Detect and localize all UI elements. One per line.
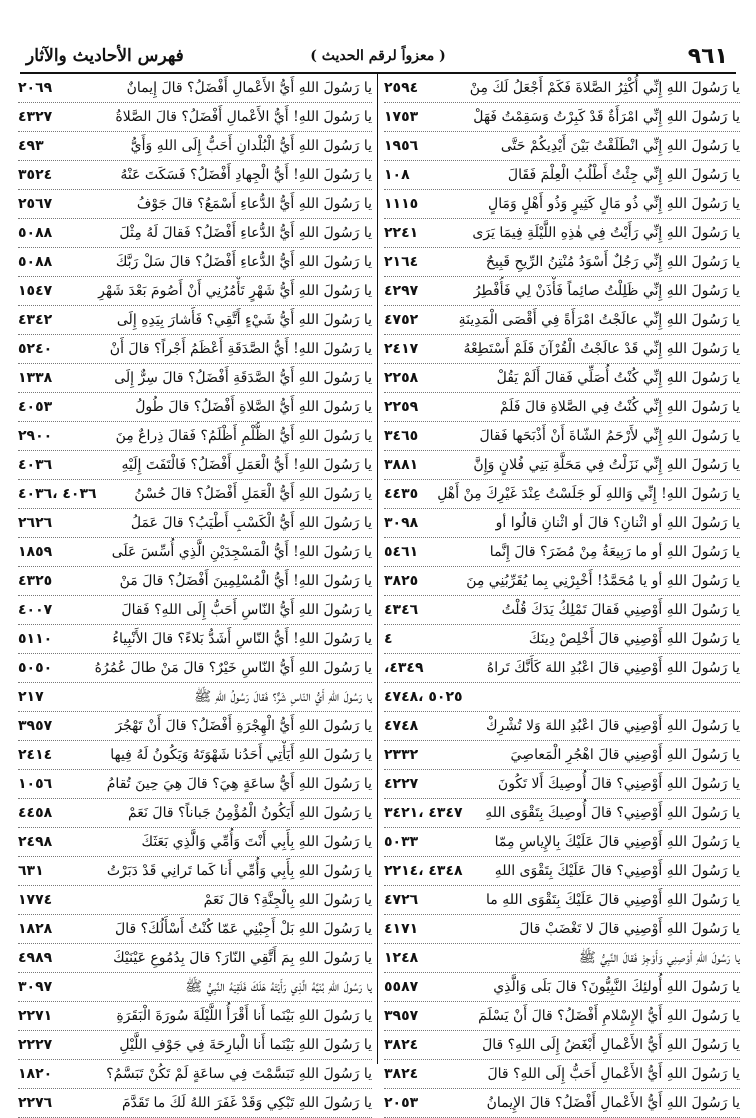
hadith-number: ١٩٥٦ [384, 138, 419, 154]
hadith-number: ٢٤٩٨ [18, 834, 53, 850]
entry-text: يا رَسُولَ اللهِ! أَيُّ النّاسِ أَشَدُّ بَلاءً؟ قالَ الأَنْبِياءُ [112, 631, 372, 647]
entry-text: يا رَسُولَ اللهِ أو يا مُحَمَّدُ! أَخْبِرْنِي بِما يُقَرِّبُنِي مِنَ [466, 573, 740, 589]
page-header [20, 38, 736, 74]
entry-text: يا رَسُولَ اللهِ أَيُّ الْبُلْدانِ أَحَبُّ إِلَى اللهِ وَأَيُّ [130, 138, 372, 154]
entry-text: يا رَسُولَ اللهِ بَلْ أَجِبْنِي عَمّا كُنْتُ أَسْأَلُكَ؟ قالَ [115, 921, 372, 937]
entry-text: يا رَسُولَ اللهِ أَوْصِنِي قالَ اعْبُدِ اللهَ كَأَنَّكَ تَراهُ [486, 660, 740, 676]
hadith-number: ٢٢٢٧ [18, 1037, 53, 1053]
hadith-number: ٤٠٠٧ [18, 602, 53, 618]
entry-text: يا رَسُولَ اللهِ أَيُّ الأَعْمالِ أَفْضَلُ؟ قالَ إِيمانٌ [126, 80, 372, 96]
index-entry [18, 741, 372, 770]
index-entry [18, 799, 372, 828]
hadith-number: ١٠٥٦ [18, 776, 53, 792]
hadith-number: ٥٠٨٨ [18, 254, 53, 270]
entry-text: يا رَسُولَ اللهِ إِنِّي لأَرْحَمُ الشّاةَ أَنْ أَذْبَحَها فَقالَ [479, 428, 740, 444]
hadith-number: ٢٢٥٩ [384, 399, 419, 415]
entry-text: يا رَسُولَ اللهِ أَيُّ الْكَسْبِ أَطْيَبُ؟ قالَ عَمَلُ [130, 515, 372, 531]
entry-text: يا رَسُولَ اللهِ أَيُّ الصَّدَقَةِ أَفْضَلُ؟ قالَ سِرٌّ إِلَى [114, 370, 372, 386]
index-entry [18, 915, 372, 944]
entry-text: يا رَسُولَ اللهِ بِأَبِي أَنْتَ وَأُمِّي وَالَّذِي بَعَثَكَ [141, 834, 372, 850]
hadith-number: ١٨٢٠ [18, 1066, 53, 1082]
entry-text: يا رَسُولَ اللهِ أَيُّ الدُّعاءِ أَفْضَلُ؟ فَقالَ لَهُ مِثْلَ [119, 225, 372, 241]
entry-text: يا رَسُولَ اللهِ أَوْصِنِي قالَ عَلَيْكَ بِتَقْوَى اللهِ ما [486, 892, 740, 908]
hadith-number: ٤٣٢٥ [18, 573, 53, 589]
entry-text: يا رَسُولَ اللهِ بَيْنَما أَنا الْبارِحَةَ فِي جَوْفِ اللَّيْلِ [119, 1037, 372, 1053]
index-entry [18, 161, 372, 190]
index-entry [18, 277, 372, 306]
hadith-number: ٣٨٢٤ [384, 1037, 419, 1053]
hadith-number: ٢٤١٤ [18, 747, 53, 763]
entry-text: يا رَسُولَ اللهِ إِنِّي جِئْتُ أَطْلُبُ الْعِلْمَ فَقَالَ [507, 167, 740, 183]
index-entry [18, 973, 372, 1002]
entry-text: يا رَسُولَ اللهِ إِنِّي كُنْتُ فِي الصَّلاةِ قالَ فَلَمْ [499, 399, 740, 415]
index-entry [18, 1031, 372, 1060]
hadith-number: ٤٧٥٢ [384, 312, 419, 328]
hadith-number: ٦٣١ [18, 863, 44, 879]
entry-text: يا رَسُولَ اللهِ أَوْصِنِي وَأَوْجِزْ فَقالَ النَّبِيُّ ﷺ [578, 950, 740, 966]
entry-text: يا رَسُولَ اللهِ أَيُّ شَهْرٍ تَأْمُرُنِي أَنْ أَصُومَ بَعْدَ شَهْرِ [98, 283, 372, 299]
entry-text: يا رَسُولَ اللهِ أو ما رَبِيعَةُ مِنْ مُضَرَ؟ قالَ إِنَّما [489, 544, 740, 560]
hadith-number: ٢١٧ [18, 689, 44, 705]
index-entry [18, 422, 372, 451]
hadith-number: ٤٣٤٦ [384, 602, 419, 618]
index-entry [18, 306, 372, 335]
hadith-number: ٣٠٩٨ [384, 515, 419, 531]
index-entry [18, 74, 372, 103]
index-entry [18, 828, 372, 857]
hadith-number: ٥١١٠ [18, 631, 53, 647]
index-entry [384, 103, 740, 132]
hadith-number: ٤٤٣٥ [384, 486, 419, 502]
entry-text: يا رَسُولَ اللهِ أَيُّ الصَّلاةِ أَفْضَلُ؟ قالَ طُولُ [135, 399, 372, 415]
entry-text: يا رَسُولَ اللهِ أَيُّ الإِسْلامِ أَفْضَلُ؟ قالَ أَنْ يَسْلَمَ [478, 1008, 740, 1024]
hadith-number: ١٣٣٨ [18, 370, 53, 386]
hadith-number: ١٨٥٩ [18, 544, 53, 560]
entry-text: يا رَسُولَ اللهِ أَوْصِنِي قالَ عَلَيْكَ بِالإِياسِ مِمّا [494, 834, 740, 850]
index-entry [384, 683, 740, 712]
index-entry [384, 306, 740, 335]
hadith-number: ٢٢٥٨ [384, 370, 419, 386]
entry-text: يا رَسُولَ اللهِ أَيَأْتِي أَحَدُنا شَهْوَتَهُ وَيَكُونُ لَهُ فِيها [110, 747, 372, 763]
entry-text: يا رَسُولَ اللهِ إِنِّي أُكْثِرُ الصَّلاةَ فَكَمْ أَجْعَلُ لَكَ مِنْ [469, 80, 740, 96]
hadith-number: ١٧٧٤ [18, 892, 53, 908]
hadith-number: ٢٦٢٦ [18, 515, 53, 531]
hadith-number: ٥٠٥٠ [18, 660, 53, 676]
hadith-number: ٤ [384, 631, 393, 647]
index-entry [18, 364, 372, 393]
hadith-number: ٣٨٢٥ [384, 573, 419, 589]
hadith-number: ٣٤٦٥ [384, 428, 419, 444]
index-entry [18, 654, 372, 683]
index-entry [18, 451, 372, 480]
entry-text: يا رَسُولَ اللهِ أَيُّ الأَعْمالِ أَبْغَضُ إِلَى اللهِ؟ قالَ [482, 1037, 740, 1053]
entry-text: يا رَسُولَ اللهِ إِنِّي ذُو مَالٍ كَثِيرٍ وَذُو أَهْلٍ وَمَالٍ [488, 196, 740, 212]
hadith-number: ٤٣٤٢ [18, 312, 53, 328]
entry-text: يا رَسُولَ اللهِ أَوْصِنِي قالَ أَخْلِصْ دِينَكَ [528, 631, 740, 647]
entry-text: يا رَسُولَ اللهِ أَوْصِنِي قالَ اهْجُرِ الْمَعاصِيَ [510, 747, 740, 763]
index-entry [384, 596, 740, 625]
index-entry [384, 335, 740, 364]
entry-text: يا رَسُولَ اللهِ بُنَيَّهُ الَّذِي رَأَيْتَهُ هَلَكَ فَلَقِيَهُ النَّبِيُّ ﷺ [185, 979, 372, 995]
index-entry [384, 944, 740, 973]
entry-text: يا رَسُولَ اللهِ أُولئِكَ النَّبِيُّونَ؟ قالَ بَلَى وَالَّذِي [493, 979, 740, 995]
index-entry [384, 248, 740, 277]
hadith-number: ٤٣٤٩، [384, 660, 424, 676]
index-entry [384, 915, 740, 944]
hadith-number: ٢٠٦٩ [18, 80, 53, 96]
entry-text: يا رَسُولَ اللهِ بَيْنَما أَنا أَقْرَأُ اللَّيْلَةَ سُورَةَ الْبَقَرَةِ [116, 1008, 372, 1024]
index-entry [384, 132, 740, 161]
entry-text: يا رَسُولَ اللهِ أَيُّ شَيْءٍ أَتَّقِي؟ فَأَشارَ بِيَدِهِ إِلَى [116, 312, 372, 328]
index-entry [18, 1002, 372, 1031]
hadith-number: ٤٤٥٨ [18, 805, 53, 821]
column-divider [377, 74, 378, 1064]
hadith-number: ٥٠٣٣ [384, 834, 419, 850]
index-title: فهرس الأحاديث والآثار [26, 46, 184, 66]
index-entry [18, 219, 372, 248]
entry-text: يا رَسُولَ اللهِ أَيُّ الْعَمَلِ أَفْضَلُ؟ قالَ حُسْنُ [134, 486, 372, 502]
entry-text: يا رَسُولَ اللهِ أَيُّ ساعَةٍ هِيَ؟ قالَ هِيَ حِينَ تُقامُ [106, 776, 372, 792]
index-entry [18, 1060, 372, 1089]
index-entry [384, 393, 740, 422]
entry-text: يا رَسُولَ اللهِ! أَيُّ الْمُسْلِمِينَ أَفْضَلُ؟ قالَ مَنْ [119, 573, 372, 589]
index-entry [384, 567, 740, 596]
index-entry [384, 799, 740, 828]
index-entry [384, 770, 740, 799]
hadith-number: ١٢٤٨ [384, 950, 419, 966]
index-entry [18, 944, 372, 973]
index-entry [384, 190, 740, 219]
hadith-number: ٣٨٨١ [384, 457, 419, 473]
entry-text: يا رَسُولَ اللهِ إِنِّي قَدْ عالَجْتُ الْقُرْآنَ فَلَمْ أَسْتَطِعْهُ [463, 341, 740, 357]
hadith-number: ١٨٢٨ [18, 921, 53, 937]
entry-text: يا رَسُولَ اللهِ أَوْصِنِي؟ قالَ عَلَيْكَ بِتَقْوَى اللهِ [494, 863, 740, 879]
index-entry [384, 1002, 740, 1031]
entry-text: يا رَسُولَ اللهِ! أَيُّ الأَعْمالِ أَفْضَلُ؟ قالَ الصَّلاةُ [115, 109, 372, 125]
hadith-number: ٢٢٧٦ [18, 1095, 53, 1111]
entry-text: يا رَسُولَ اللهِ بِأَبِي وَأُمِّي أَنا كَما تَرانِي قَدْ دَبَرْتُ [106, 863, 372, 879]
hadith-number: ٢٥٩٤ [384, 80, 419, 96]
index-entry [18, 248, 372, 277]
entry-text: يا رَسُولَ اللهِ أَوْصِنِي فَقالَ تَمْلِكُ يَدَكَ قُلْتُ [501, 602, 740, 618]
index-entry [384, 1060, 740, 1089]
entry-text: يا رَسُولَ اللهِ أَيُّ الأَعْمالِ أَحَبُّ إِلَى اللهِ؟ قالَ [487, 1066, 740, 1082]
left-column [18, 74, 372, 1118]
hadith-number: ٤٠٣٦ ،٤٠٣٦ [18, 486, 97, 502]
entry-text: يا رَسُولَ اللهِ إِنِّي نَزَلْتُ فِي مَحَلَّةِ بَنِي فُلانٍ وَإِنَّ [473, 457, 740, 473]
hadith-number: ٢١٦٤ [384, 254, 419, 270]
index-entry [18, 335, 372, 364]
hadith-number: ٥٠٢٥ ،٤٧٤٨ [383, 689, 463, 705]
index-entry [18, 132, 372, 161]
hadith-number: ٤٢٩٧ [384, 283, 419, 299]
hadith-number: ٤٣٤٨ ،٢٢١٤ [384, 863, 463, 879]
entry-text: يا رَسُولَ اللهِ إِنِّي امْرَأَةٌ قَدْ كَبِرْتُ وَسَقِمْتُ فَهَلْ [473, 109, 740, 125]
entry-text: يا رَسُولَ اللهِ إِنِّي انْطَلَقْتُ بَيْنَ أَيْدِيكُمْ حَتَّى [500, 138, 740, 154]
entry-text: يا رَسُولَ اللهِ تَبْكِي وَقَدْ غَفَرَ اللهُ لَكَ ما تَقَدَّمَ [122, 1095, 372, 1111]
index-entry [18, 480, 372, 509]
index-entry [18, 857, 372, 886]
index-entry [384, 422, 740, 451]
index-entry [384, 509, 740, 538]
entry-text: يا رَسُولَ اللهِ أَيُّ النّاسِ شَرٌّ؟ فَقالَ رَسُولُ اللهِ ﷺ [194, 689, 372, 705]
hadith-number: ٤٩٨٩ [18, 950, 53, 966]
hadith-number: ٤٧٢٦ [384, 892, 419, 908]
entry-text: يا رَسُولَ اللهِ! أَيُّ الْعَمَلِ أَفْضَلُ؟ فَالْتَفَتَ إِلَيْهِ [121, 457, 372, 473]
index-entry [18, 1089, 372, 1118]
hadith-number: ٢٩٠٠ [18, 428, 53, 444]
entry-text: يا رَسُولَ اللهِ! أَيُّ الصَّدَقَةِ أَعْظَمُ أَجْراً؟ قالَ أَنْ [109, 341, 372, 357]
hadith-number: ٤٧٤٨ [384, 718, 419, 734]
hadith-number: ١٠٨ [384, 167, 410, 183]
hadith-number: ١١١٥ [384, 196, 419, 212]
index-entry [384, 219, 740, 248]
entry-text: يا رَسُولَ اللهِ أَيَكُونُ الْمُؤْمِنُ جَباناً؟ قالَ نَعَمْ [127, 805, 372, 821]
index-entry [384, 712, 740, 741]
index-entry [18, 509, 372, 538]
hadith-number: ٥٠٨٨ [18, 225, 53, 241]
index-entry [18, 625, 372, 654]
hadith-number: ٤٠٥٣ [18, 399, 53, 415]
entry-text: يا رَسُولَ اللهِ إِنِّي رَأَيْتُ فِي هٰذِهِ اللَّيْلَةِ فِيمَا يَرَى [472, 225, 740, 241]
entry-text: يا رَسُولَ اللهِ أَيُّ النّاسِ خَيْرٌ؟ قالَ مَنْ طالَ عُمُرُهُ [94, 660, 372, 676]
hadith-number: ١٥٤٧ [18, 283, 53, 299]
entry-text: يا رَسُولَ اللهِ أَيُّ النّاسِ أَحَبُّ إِلَى اللهِ؟ فَقالَ [121, 602, 372, 618]
index-entry [384, 886, 740, 915]
index-entry [384, 161, 740, 190]
hadith-number: ٢٢٧١ [18, 1008, 53, 1024]
entry-text: يا رَسُولَ اللهِ أو اثْنانِ؟ قالَ أو اثْنانِ قالُوا أو [495, 515, 740, 531]
index-entry [18, 596, 372, 625]
index-entry [384, 973, 740, 1002]
hadith-number: ٣٩٥٧ [384, 1008, 419, 1024]
header-subtitle: ( معزواً لرقم الحديث ) [310, 48, 446, 64]
index-entry [384, 480, 740, 509]
hadith-number: ٤٠٣٦ [18, 457, 53, 473]
index-entry [384, 74, 740, 103]
hadith-number: ٢٥٦٧ [18, 196, 53, 212]
index-entry [384, 857, 740, 886]
hadith-number: ٢٠٥٣ [384, 1095, 419, 1111]
hadith-number: ٢٤١٧ [384, 341, 419, 357]
hadith-number: ٤٣٢٧ [18, 109, 53, 125]
entry-text: يا رَسُولَ اللهِ بِالْجِنَّةِ؟ قالَ نَعَمْ [203, 892, 372, 908]
entry-text: يا رَسُولَ اللهِ أَوْصِنِي قالَ لا تَغْضَبْ قالَ [519, 921, 740, 937]
hadith-number: ٥٤٦١ [384, 544, 419, 560]
index-entry [18, 712, 372, 741]
hadith-number: ٥٢٤٠ [18, 341, 53, 357]
entry-text: يا رَسُولَ اللهِ أَيُّ الْهِجْرَةِ أَفْضَلُ؟ قالَ أَنْ تَهْجُرَ [115, 718, 372, 734]
entry-text: يا رَسُولَ اللهِ إِنِّي ظَلِلْتُ صائِماً فَأْذَنْ لِي فَأُفْطِرُ [473, 283, 740, 299]
hadith-number: ١٧٥٣ [384, 109, 419, 125]
entry-text: يا رَسُولَ اللهِ أَوْصِنِي؟ قالَ أُوصِيكَ بِتَقْوَى اللهِ [485, 805, 740, 821]
hadith-number: ٤٢٢٧ [384, 776, 419, 792]
index-entry [18, 886, 372, 915]
index-entry [384, 1031, 740, 1060]
hadith-number: ٤١٧١ [384, 921, 419, 937]
entry-text: يا رَسُولَ اللهِ أَيُّ الأَعْمالِ أَفْضَلُ؟ قالَ الإِيمانُ [486, 1095, 740, 1111]
entry-text: يا رَسُولَ اللهِ! أَيُّ الْجِهادِ أَفْضَلُ؟ فَسَكَتَ عَنْهُ [120, 167, 372, 183]
index-entry [384, 364, 740, 393]
hadith-number: ٤٣٤٧ ،٣٤٢١ [384, 805, 463, 821]
entry-text: يا رَسُولَ اللهِ إِنِّي رَجُلٌ أَسْوَدُ مُنْتِنُ الرِّيحِ قَبِيحٌ [485, 254, 740, 270]
index-entry [384, 654, 740, 683]
hadith-number: ٣٠٩٧ [18, 979, 53, 995]
hadith-number: ٣٨٢٤ [384, 1066, 419, 1082]
index-entry [384, 451, 740, 480]
index-entry [18, 538, 372, 567]
entry-text: يا رَسُولَ اللهِ! أَيُّ الْمَسْجِدَيْنِ الَّذِي أُسِّسَ عَلَى [111, 544, 372, 560]
index-entry [384, 538, 740, 567]
index-entry [18, 770, 372, 799]
right-column [384, 74, 740, 1118]
index-entry [18, 190, 372, 219]
index-entry [384, 277, 740, 306]
index-entry [384, 741, 740, 770]
entry-text: يا رَسُولَ اللهِ! إِنِّي وَاللهِ لَو جَلَسْتُ عِنْدَ غَيْرِكَ مِنْ أَهْلِ [437, 486, 740, 502]
entry-text: يا رَسُولَ اللهِ إِنِّي عالَجْتُ امْرَأَةً فِي أَقْصَى الْمَدِينَةِ [458, 312, 740, 328]
hadith-number: ٣٩٥٧ [18, 718, 53, 734]
entry-text: يا رَسُولَ اللهِ أَوْصِنِي قالَ اعْبُدِ اللهَ وَلا تُشْرِكْ [485, 718, 740, 734]
index-entry [18, 567, 372, 596]
page-number: ٩٦١ [687, 44, 728, 69]
hadith-number: ٥٥٨٧ [384, 979, 419, 995]
entry-text: يا رَسُولَ اللهِ أَيُّ الظُّلْمِ أَظْلَمُ؟ فَقالَ ذِراعٌ مِنَ [115, 428, 372, 444]
index-entry [18, 683, 372, 712]
index-entry [384, 625, 740, 654]
entry-text: يا رَسُولَ اللهِ أَيُّ الدُّعاءِ أَفْضَلُ؟ قالَ سَلْ رَبَّكَ [115, 254, 372, 270]
index-entry [18, 103, 372, 132]
index-entry [384, 828, 740, 857]
hadith-number: ٢٢٤١ [384, 225, 419, 241]
entry-text: يا رَسُولَ اللهِ أَيُّ الدُّعاءِ أَسْمَعُ؟ قالَ جَوْفُ [136, 196, 372, 212]
hadith-number: ٤٩٣ [18, 138, 44, 154]
entry-text: يا رَسُولَ اللهِ أَوْصِنِي؟ قالَ أُوصِيكَ أَلا تَكُونَ [497, 776, 740, 792]
hadith-number: ٣٥٢٤ [18, 167, 53, 183]
entry-text: يا رَسُولَ اللهِ تَبَسَّمْتَ فِي ساعَةٍ لَمْ تَكُنْ تَبَسَّمُ؟ [106, 1066, 372, 1082]
entry-text: يا رَسُولَ اللهِ بِمَ أَتَّقِي النّارَ؟ قالَ بِدُمُوعِ عَيْنَيْكَ [113, 950, 372, 966]
entry-text: يا رَسُولَ اللهِ إِنِّي كُنْتُ أُصَلِّي فَقالَ أَلَمْ يَقُلْ [496, 370, 740, 386]
hadith-number: ٢٣٣٢ [384, 747, 419, 763]
index-entry [384, 1089, 740, 1118]
index-entry [18, 393, 372, 422]
